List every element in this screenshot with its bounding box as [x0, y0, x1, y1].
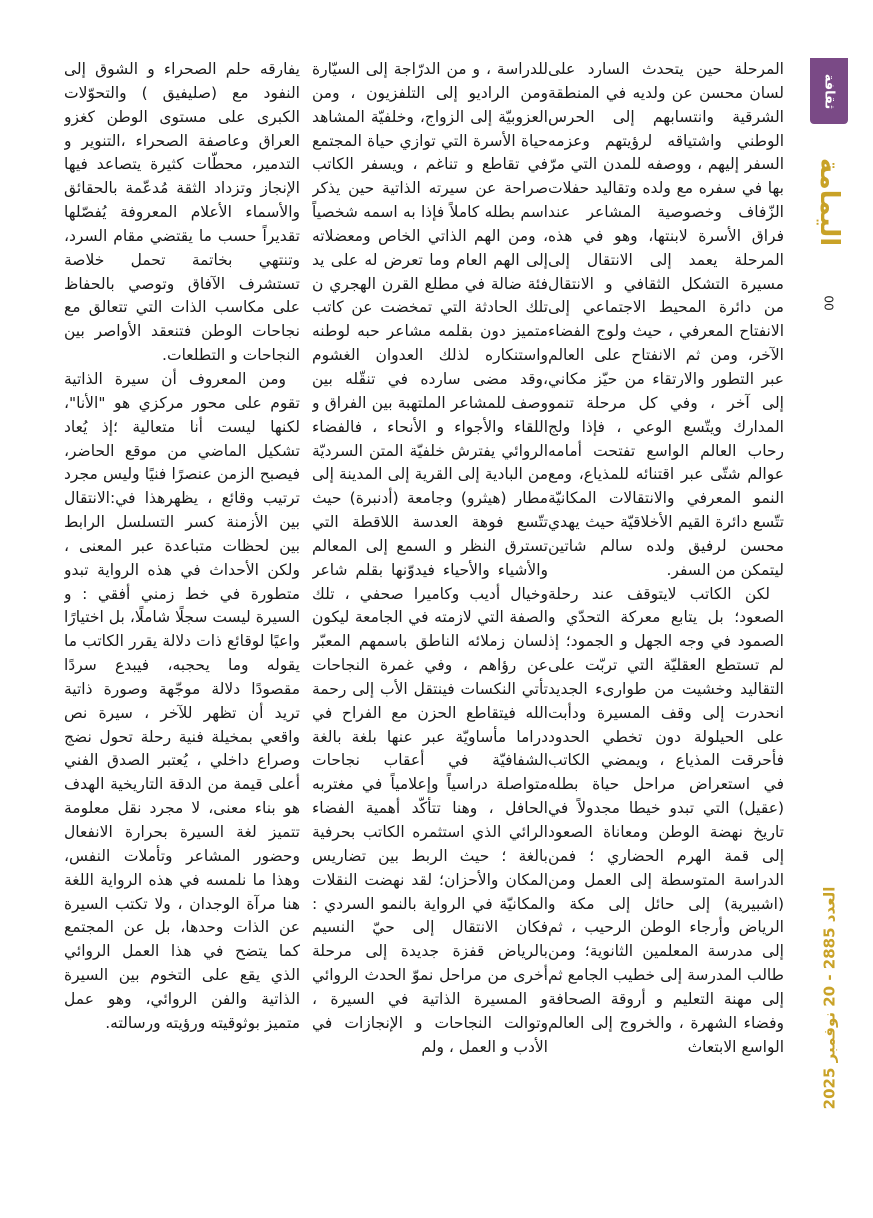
article-paragraph: لكن الكاتب لايتوقف عند رحلة الصعود؛ بل يتابع معركة التحدّي و الصمود في وجه الجهل و الجمود؛ إذ لم تستطع العقليّة التي تربّت على التقاليد وخشيت من طوارىء الجديد انحدرت إلى وقف المسيرة ودأبت على الحيلولة دون تخطي الحدود فأحرقت المذياع ، ويمضي الكاتب في استعراض مراحل حياة بطله (عقيل) التي تبدو خيطا مجدولاً في تاريخ نهضة الوطن ومعاناة الصعود إلى قمة الهرم الحضاري ؛ فمن الدراسة المتوسطة إلى العمل ومن (اشبيرية) إلى حائل إلى مكة و الرياض وأرجاء الوطن الرحيب ، ثم إلى مدرسة المعلمين الثانوية؛ ومن طالب المدرسة إلى خطيب الجامع ثم إلى مهنة التعليم و أروقة الصحافة وفضاء الشهرة ، والخروج إلى العالم الواسع الابتعاث: [548, 584, 784, 1056]
article-paragraph: للدراسة ، و من الدرّاجة إلى السيّارة ومن الراديو إلى التلفزيون ، ومن العزوبيّة إلى الزواج، وخلفيّة المشاهد حياة الأسرة التي توازي حياة المجتمع في تقاطع و تناغم ، ويسفر الكاتب صراحة عن سيرته الذاتية حين يذكر اسم بطله كاملاً فإذا به اسمه شخصياً ، ومن الهم الذاتي الخاص ومعضلاته إلى الهم العام وما تعرض له على يد فئة ضالة في مطلع القرن الهجري ن تلك الحادثة التي تمخضت عن كاتب متميز دون بقلمه مشاعر حبه لوطنه واستنكاره لذلك العدوان الغشوم ،وقد مضى سارده في تنقّله بين وصف للمشاعر الملتهبة بين الفراق و اللقاء والأجواء و الأنحاء ، فالفضاء الروائي يفترش خلفيّة المتن السرديّة من البادية إلى القرية إلى المدينة إلى مطار (هيثرو) وجامعة (أدنبرة) حيث تتّسع فوهة العدسة اللاقطة التي تسترق النظر و السمع إلى المعالم والأشياء والأحياء فيدوّنها بقلم شاعر وخيال أديب وكاميرا صحفي ، تلك الصفة التي لازمته في الجامعة ليكون لسان زملائه الناطق باسمهم المعبّر عن رؤاهم ، وفي غمرة النجاحات تأتي النكسات فينتقل الأب إلى رحمة الله فيتقاطع الحزن مع الفراح في دراما مأساويّة عبر عنها بلغة بالغة الشفافيّة في أعقاب نجاحات متواصلة دراسياً وإعلامياً في مغتربه الحافل ، وهنا تتأكّد أهمية الفضاء الرائي الذي استثمره الكاتب بحرفية بالغة ؛ حيث الربط بين تضاريس المكان والأحزان؛ لقد نهضت النقلات المكانيّة في الرواية بالنمو السردي : فكان الانتقال إلى حيّ النسيم بالرياض قفزة جديدة إلى مرحلة أخرى من مراحل نموّ الحدث الروائي و المسيرة الذاتية في السيرة ، وتوالت النجاحات و الإنجازات في الأدب و العمل ، ولم: [312, 60, 548, 1056]
page-number: [810, 290, 848, 316]
magazine-logo-text: اليمامة: [814, 157, 845, 247]
section-label: ثقافة: [821, 73, 837, 109]
article-paragraph: يفارقه حلم الصحراء و الشوق إلى النفود مع (صليفيق ) والتحوّلات الكبرى على مستوى الوطن كغزو العراق وعاصفة الصحراء ،التنوير و التدمير، محطّات كثيرة يتصاعد فيها الإنجاز وتزداد الثقة مُدعّمة بالحقائق والأسماء الأعلام المعروفة يُفصّلها تقديراً حسب ما يقتضي مقام السرد، وتنتهي بخاتمة تحمل خلاصة تستشرف الآفاق وتوصي بالحفاظ على مكاسب الذات التي تتعالق مع نجاحات الوطن فتنعقد الأواصر بين النجاحات و التطلعات.: [64, 60, 300, 365]
page-margin-strip: [810, 58, 848, 1150]
page-number-text: 00: [822, 295, 836, 311]
section-tab: [810, 58, 848, 124]
article-paragraph: المرحلة حين يتحدث السارد على لسان محسن عن ولديه في المنطقة الشرقية وانتسابهم إلى الحرس الوطني واشتياقه لرؤيتهم وعزمه السفر إليهم ، ووصفه للمدن التي مرّ بها في سفره مع ولده وتقاليد حفلات الزّفاف وخصوصية المشاعر عند فراق الأسرة لابنتها، وهو في هذه المرحلة يعمد إلى الانتقال إلى مسيرة التشكل الثقافي و الانتقال من دائرة المحيط الاجتماعي إلى الانفتاح المعرفي ، حيث ولوج الفضاء الآخر، ومن ثم الانفتاح على العالم عبر التطور والارتقاء من حيّز مكاني إلى آخر ، وفي كل مرحلة تنمو المدارك ويتّسع الوعي ، فإذا ولج رحاب العالم الواسع تفتحت أمامه عوالم شتّى عبر اقتنائه للمذياع، ومع النمو المعرفي والانتقالات المكانيّة تتّسع دائرة القيم الأخلاقيّة حيث يهدي محسن لرفيق ولده سالم شاتين ليتمكن من السفر.: [548, 60, 784, 579]
article-column-2: [312, 58, 548, 1140]
issue-line-text: العدد 2885 - 20 نوفمبر 2025: [820, 886, 839, 1110]
article-paragraph: ومن المعروف أن سيرة الذاتية تقوم على محور مركزي هو "الأنا"، لكنها ليست أنا متعالية ؛إذ يُعاد تشكيل الماضي من موقع الحاضر، فيصبح الزمن عنصرًا فنيًا وليس مجرد ترتيب وقائع ، يظهرهذا في:الانتقال بين الأزمنة كسر التسلسل الرابط بين لحظات متباعدة عبر المعنى ، ولكن الأحداث في هذه الرواية تبدو متطورة في خط زمني أفقي : و السيرة ليست سجلًا شاملًا، بل اختيارًا واعيًا لوقائع ذات دلالة يقرر الكاتب ما يقوله وما يحجبه، فيبدع سردًا مقصودًا دلالة موجّهة وصورة ذاتية تريد أن تظهر للآخر ، سيرة نص واقعي بمخيلة فنية رحلة تحول نضج وصراع داخلي ، يُعتبر الصدق الفني أعلى قيمة من الدقة التاريخية الهدف هو بناء معنى، لا مجرد نقل معلومة تتميز لغة السيرة بحرارة الانفعال وحضور المشاعر وتأملات النفس، وهذا ما نلمسه في هذه الرواية اللغة هنا مرآة الوجدان ، ولا تكتب السيرة عن الذات وحدها، بل عن المجتمع كما يتضح في هذا العمل الروائي الذي يقع على التخوم بين السيرة الذاتية والفن الروائي، وهو عمل متميز بوثوقيته ورؤيته ورسالته.: [64, 369, 300, 1032]
article-column-1: [548, 58, 784, 1140]
article-column-3: [64, 58, 300, 1140]
issue-info: [810, 778, 848, 1218]
magazine-logo: [812, 132, 846, 272]
